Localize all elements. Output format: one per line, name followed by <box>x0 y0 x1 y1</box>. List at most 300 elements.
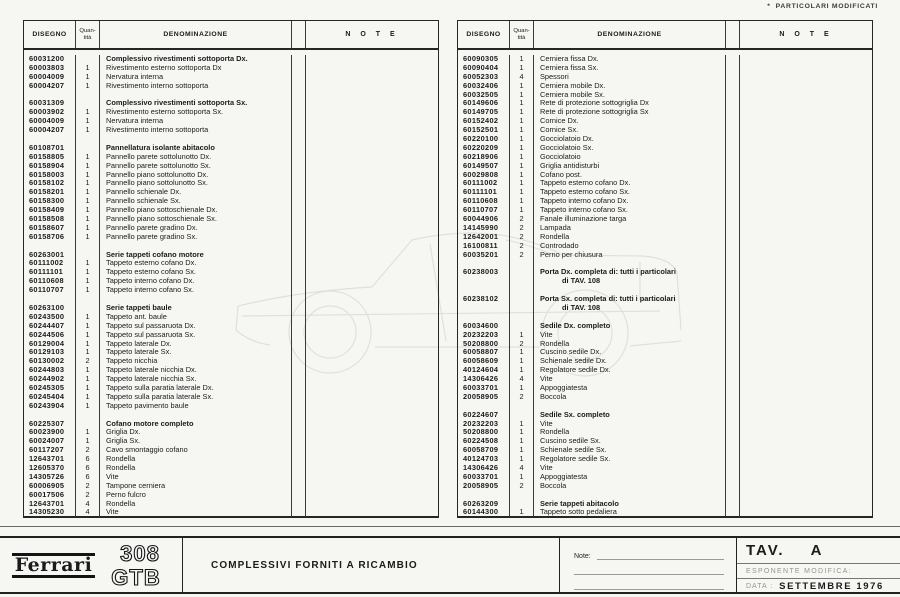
disegno-cell: 60023900 <box>24 428 76 437</box>
disegno-cell: 60158607 <box>24 224 76 233</box>
denominazione-cell: Tappeto laterale nicchia Dx. <box>100 366 292 375</box>
disegno-cell: 14305726 <box>24 473 76 482</box>
table-row <box>458 144 872 153</box>
spacer-cell <box>292 393 306 402</box>
disegno-cell: 60152402 <box>458 117 510 126</box>
table-row <box>24 224 438 233</box>
disegno-cell: 60149507 <box>458 162 510 171</box>
table-row <box>24 233 438 242</box>
disegno-cell: 60111101 <box>458 188 510 197</box>
note-line <box>574 575 724 590</box>
note-cell <box>740 304 872 313</box>
table-row <box>24 482 438 491</box>
spacer-cell <box>726 331 740 340</box>
table-row <box>24 304 438 313</box>
spacer-cell <box>292 108 306 117</box>
denominazione-cell: Cornice Sx. <box>534 126 726 135</box>
note-cell <box>306 259 438 268</box>
disegno-cell: 60052303 <box>458 73 510 82</box>
note-cell <box>306 215 438 224</box>
note-line <box>574 560 724 575</box>
note-cell <box>306 508 438 517</box>
spacer-cell <box>726 82 740 91</box>
model-308-gtb-outline-text <box>102 542 170 589</box>
quantity-cell <box>76 91 100 100</box>
ferrari-wordmark: Ferrari <box>12 553 96 579</box>
table-spacer-row <box>458 491 872 500</box>
table-row <box>24 420 438 429</box>
column-header-note: N O T E <box>345 31 399 38</box>
table-row <box>458 126 872 135</box>
note-cell <box>740 126 872 135</box>
spacer-cell <box>726 162 740 171</box>
disegno-cell: 60218906 <box>458 153 510 162</box>
denominazione-cell <box>534 313 726 322</box>
disegno-cell: 60029808 <box>458 171 510 180</box>
denominazione-cell: Fanale illuminazione targa <box>534 215 726 224</box>
denominazione-cell <box>100 135 292 144</box>
quantity-cell: 2 <box>510 224 534 233</box>
disegno-cell: 16100811 <box>458 242 510 251</box>
denominazione-cell: Vite <box>534 420 726 429</box>
svg-text:308: 308 <box>120 542 161 566</box>
denominazione-cell: Pannello parete gradino Sx. <box>100 233 292 242</box>
quantity-cell: 1 <box>76 375 100 384</box>
table-row <box>458 500 872 509</box>
note-cell <box>740 171 872 180</box>
disegno-cell: 60111002 <box>458 179 510 188</box>
table-row <box>24 55 438 64</box>
denominazione-cell: Tappeto interno cofano Sx. <box>100 286 292 295</box>
spacer-cell <box>726 357 740 366</box>
quantity-cell: 1 <box>510 197 534 206</box>
table-row <box>458 99 872 108</box>
disegno-cell: 60058807 <box>458 348 510 357</box>
note-cell <box>306 411 438 420</box>
ferrari-308-gtb-logo <box>0 538 183 593</box>
quantity-cell: 2 <box>76 482 100 491</box>
disegno-cell: 60032406 <box>458 82 510 91</box>
spacer-cell <box>726 224 740 233</box>
table-row <box>458 437 872 446</box>
denominazione-cell: Pannello schienale Dx. <box>100 188 292 197</box>
quantity-cell: 1 <box>510 446 534 455</box>
note-cell <box>740 322 872 331</box>
denominazione-cell: Rivestimento esterno sottoporta Sx. <box>100 108 292 117</box>
denominazione-cell <box>100 295 292 304</box>
table-row <box>24 144 438 153</box>
table-row <box>458 411 872 420</box>
disegno-cell: 60024007 <box>24 437 76 446</box>
disegno-cell: 60031309 <box>24 99 76 108</box>
disegno-cell: 60033701 <box>458 384 510 393</box>
spacer-cell <box>292 99 306 108</box>
note-cell <box>740 197 872 206</box>
disegno-cell <box>24 411 76 420</box>
quantity-cell <box>76 304 100 313</box>
denominazione-cell: Vite <box>534 375 726 384</box>
disegno-cell: 60004009 <box>24 73 76 82</box>
disegno-cell: 60220100 <box>458 135 510 144</box>
note-cell <box>306 153 438 162</box>
note-cell <box>306 197 438 206</box>
note-cell <box>306 179 438 188</box>
table-row <box>458 206 872 215</box>
note-cell <box>306 135 438 144</box>
quantity-cell: 2 <box>76 357 100 366</box>
quantity-cell: 1 <box>510 82 534 91</box>
table-row <box>458 64 872 73</box>
table-row <box>458 428 872 437</box>
spacer-cell <box>292 126 306 135</box>
spacer-cell <box>726 384 740 393</box>
quantity-cell: 1 <box>510 384 534 393</box>
denominazione-cell: Pannello piano sottolunotto Dx. <box>100 171 292 180</box>
table-row <box>24 251 438 260</box>
denominazione-cell: Rondella <box>534 233 726 242</box>
note-cell <box>306 64 438 73</box>
quantity-cell: 1 <box>76 322 100 331</box>
denominazione-cell: Sedile Sx. completo <box>534 411 726 420</box>
quantity-cell <box>76 295 100 304</box>
quantity-cell: 1 <box>76 82 100 91</box>
table-row <box>24 491 438 500</box>
esponente-modifica-row: ESPONENTE MODIFICA: <box>737 564 900 579</box>
spacer-cell <box>726 286 740 295</box>
denominazione-cell: Complessivo rivestimenti sottoporta Dx. <box>100 55 292 64</box>
note-underline <box>597 544 724 560</box>
note-cell <box>740 144 872 153</box>
table-row <box>458 55 872 64</box>
table-spacer-row <box>458 259 872 268</box>
quantity-cell: 1 <box>510 188 534 197</box>
note-cell <box>306 500 438 509</box>
spacer-cell <box>292 179 306 188</box>
denominazione-cell <box>534 259 726 268</box>
quantity-cell <box>76 144 100 153</box>
parts-table-right <box>457 20 873 518</box>
disegno-cell: 60129103 <box>24 348 76 357</box>
spacer-cell <box>726 473 740 482</box>
denominazione-cell: Complessivo rivestimenti sottoporta Sx. <box>100 99 292 108</box>
quantity-cell <box>510 295 534 304</box>
data-row <box>737 579 900 593</box>
quantity-cell: 1 <box>76 179 100 188</box>
spacer-cell <box>292 482 306 491</box>
denominazione-cell: Tappeto laterale Dx. <box>100 340 292 349</box>
note-cell <box>306 420 438 429</box>
disegno-cell: 14306426 <box>458 464 510 473</box>
denominazione-cell: Cofano motore completo <box>100 420 292 429</box>
disegno-cell: 60158300 <box>24 197 76 206</box>
disegno-cell: 60158508 <box>24 215 76 224</box>
denominazione-cell: Boccola <box>534 393 726 402</box>
quantity-cell: 1 <box>510 144 534 153</box>
spacer-cell <box>726 295 740 304</box>
quantity-cell <box>510 304 534 313</box>
quantity-cell: 1 <box>76 153 100 162</box>
table-row <box>458 348 872 357</box>
spacer-cell <box>292 455 306 464</box>
denominazione-cell: Appoggiatesta <box>534 473 726 482</box>
note-cell <box>306 473 438 482</box>
table-row <box>24 455 438 464</box>
quantity-cell: 1 <box>76 126 100 135</box>
table-body <box>24 50 438 517</box>
note-cell <box>306 206 438 215</box>
column-header-blank <box>292 21 306 48</box>
denominazione-cell: Pannello parete gradino Dx. <box>100 224 292 233</box>
spacer-cell <box>292 402 306 411</box>
column-header-disegno: DISEGNO <box>458 21 510 48</box>
quantity-cell <box>76 55 100 64</box>
column-header-denominazione: DENOMINAZIONE <box>100 21 292 48</box>
denominazione-cell: Rete di protezione sottogriglia Dx <box>534 99 726 108</box>
quantity-cell: 1 <box>510 162 534 171</box>
quantity-cell: 1 <box>510 108 534 117</box>
disegno-cell: 60035201 <box>458 251 510 260</box>
table-row <box>458 179 872 188</box>
denominazione-cell: Rete di protezione sottogriglia Sx <box>534 108 726 117</box>
note-cell <box>740 393 872 402</box>
note-cell <box>740 286 872 295</box>
quantity-cell: 1 <box>76 437 100 446</box>
quantity-cell: 6 <box>76 455 100 464</box>
denominazione-cell: Cofano post. <box>534 171 726 180</box>
denominazione-cell: Serie tappeti cofano motore <box>100 251 292 260</box>
table-header <box>24 21 438 50</box>
disegno-cell: 60244803 <box>24 366 76 375</box>
denominazione-cell: Porta Sx. completa di: tutti i particolari <box>534 295 726 304</box>
spacer-cell <box>726 268 740 277</box>
disegno-cell: 60224607 <box>458 411 510 420</box>
table-row <box>458 108 872 117</box>
quantity-cell: 6 <box>76 464 100 473</box>
spacer-cell <box>726 340 740 349</box>
denominazione-cell: Tappeto esterno cofano Dx. <box>534 179 726 188</box>
spacer-cell <box>292 233 306 242</box>
disegno-cell <box>458 491 510 500</box>
denominazione-cell <box>534 402 726 411</box>
quantity-cell: 4 <box>510 73 534 82</box>
denominazione-cell: Tappeto interno cofano Sx. <box>534 206 726 215</box>
disegno-cell: 50208800 <box>458 428 510 437</box>
disegno-cell: 60152501 <box>458 126 510 135</box>
note-cell <box>740 117 872 126</box>
spacer-cell <box>726 402 740 411</box>
note-cell <box>740 455 872 464</box>
disegno-cell: 12642001 <box>458 233 510 242</box>
quantity-cell: 1 <box>76 188 100 197</box>
note-cell <box>306 251 438 260</box>
spacer-cell <box>726 348 740 357</box>
note-cell <box>306 384 438 393</box>
denominazione-cell: Regolatore sedile Sx. <box>534 455 726 464</box>
spacer-cell <box>292 206 306 215</box>
spacer-cell <box>292 322 306 331</box>
disegno-cell: 60110608 <box>458 197 510 206</box>
note-cell <box>740 348 872 357</box>
disegno-cell: 60129004 <box>24 340 76 349</box>
note-cell <box>740 473 872 482</box>
disegno-cell: 14305230 <box>24 508 76 517</box>
disegno-cell: 60033701 <box>458 473 510 482</box>
note-cell <box>306 82 438 91</box>
table-row <box>458 446 872 455</box>
spacer-cell <box>292 295 306 304</box>
denominazione-cell: Pannello parete sottolunotto Dx. <box>100 153 292 162</box>
table-row <box>24 171 438 180</box>
denominazione-cell: Nervatura interna <box>100 73 292 82</box>
table-row <box>458 233 872 242</box>
note-cell <box>740 420 872 429</box>
column-header-quantita: Quan- tità <box>510 21 534 48</box>
disegno-cell: 60158003 <box>24 171 76 180</box>
spacer-cell <box>292 473 306 482</box>
denominazione-cell: Perno per chiusura <box>534 251 726 260</box>
note-cell <box>306 322 438 331</box>
note-cell <box>740 91 872 100</box>
disegno-cell: 60004207 <box>24 126 76 135</box>
table-row <box>458 464 872 473</box>
note-cell <box>306 233 438 242</box>
disegno-cell: 50208800 <box>458 340 510 349</box>
table-row <box>458 295 872 304</box>
note-cell <box>306 224 438 233</box>
spacer-cell <box>726 197 740 206</box>
disegno-cell: 60224508 <box>458 437 510 446</box>
column-header-blank <box>726 21 740 48</box>
note-cell <box>740 313 872 322</box>
disegno-cell: 14145990 <box>458 224 510 233</box>
quantity-cell: 1 <box>76 277 100 286</box>
note-cell <box>740 233 872 242</box>
spacer-cell <box>726 99 740 108</box>
disegno-cell: 60058609 <box>458 357 510 366</box>
note-cell <box>306 331 438 340</box>
disegno-cell: 60244902 <box>24 375 76 384</box>
spacer-cell <box>292 55 306 64</box>
quantity-cell: 4 <box>510 375 534 384</box>
quantity-cell: 1 <box>510 455 534 464</box>
note-cell <box>306 313 438 322</box>
quantity-cell: 1 <box>76 206 100 215</box>
spacer-cell <box>292 215 306 224</box>
parts-table-left <box>23 20 439 518</box>
disegno-cell: 60238003 <box>458 268 510 277</box>
quantity-cell: 1 <box>76 64 100 73</box>
note-cell <box>306 117 438 126</box>
table-row <box>24 179 438 188</box>
note-cell <box>740 242 872 251</box>
quantity-cell: 2 <box>510 242 534 251</box>
note-cell <box>306 366 438 375</box>
spacer-cell <box>292 375 306 384</box>
note-cell <box>306 144 438 153</box>
disegno-cell: 60058709 <box>458 446 510 455</box>
disegno-cell <box>458 313 510 322</box>
denominazione-cell: Controdado <box>534 242 726 251</box>
table-row <box>24 286 438 295</box>
quantity-cell: 1 <box>76 393 100 402</box>
note-cell <box>740 428 872 437</box>
quantity-cell: 1 <box>76 428 100 437</box>
table-row <box>458 197 872 206</box>
note-cell <box>740 82 872 91</box>
denominazione-cell: Tappeto ant. baule <box>100 313 292 322</box>
note-cell <box>740 224 872 233</box>
table-row <box>24 162 438 171</box>
quantity-cell: 1 <box>510 171 534 180</box>
quantity-cell: 1 <box>76 384 100 393</box>
spacer-cell <box>292 437 306 446</box>
disegno-cell: 60003902 <box>24 108 76 117</box>
spacer-cell <box>292 117 306 126</box>
note-cell <box>740 73 872 82</box>
table-row <box>458 171 872 180</box>
table-row <box>24 64 438 73</box>
quantity-cell: 1 <box>510 206 534 215</box>
quantity-cell <box>76 420 100 429</box>
quantity-cell: 1 <box>76 286 100 295</box>
note-cell <box>306 162 438 171</box>
table-row <box>24 82 438 91</box>
denominazione-cell <box>534 491 726 500</box>
spacer-cell <box>726 135 740 144</box>
table-row <box>458 357 872 366</box>
spacer-cell <box>726 304 740 313</box>
spacer-cell <box>292 348 306 357</box>
note-cell <box>740 384 872 393</box>
spacer-cell <box>726 482 740 491</box>
note-cell <box>306 188 438 197</box>
catalog-title: COMPLESSIVI FORNITI A RICAMBIO <box>211 560 418 571</box>
spacer-cell <box>726 259 740 268</box>
table-row <box>458 375 872 384</box>
spacer-cell <box>292 428 306 437</box>
table-row <box>24 357 438 366</box>
disegno-cell <box>458 286 510 295</box>
spacer-cell <box>292 286 306 295</box>
quantity-cell: 1 <box>510 357 534 366</box>
spacer-cell <box>292 366 306 375</box>
quantity-cell: 1 <box>76 331 100 340</box>
disegno-cell: 60117207 <box>24 446 76 455</box>
denominazione-cell: Cerniera fissa Sx. <box>534 64 726 73</box>
denominazione-cell <box>534 286 726 295</box>
table-row <box>24 384 438 393</box>
denominazione-cell: Rivestimento interno sottoporta <box>100 126 292 135</box>
denominazione-cell: Tappeto laterale Sx. <box>100 348 292 357</box>
spacer-cell <box>292 197 306 206</box>
table-row <box>24 464 438 473</box>
spacer-cell <box>726 455 740 464</box>
disegno-cell: 60006905 <box>24 482 76 491</box>
disegno-cell: 60158201 <box>24 188 76 197</box>
spacer-cell <box>726 117 740 126</box>
denominazione-cell: Cuscino sedile Sx. <box>534 437 726 446</box>
note-cell <box>306 304 438 313</box>
note-cell <box>740 331 872 340</box>
disegno-cell: 60003803 <box>24 64 76 73</box>
denominazione-cell: Griglia Sx. <box>100 437 292 446</box>
disegno-cell: 20058905 <box>458 482 510 491</box>
disegno-cell: 60158805 <box>24 153 76 162</box>
denominazione-cell: Vite <box>534 464 726 473</box>
spacer-cell <box>726 491 740 500</box>
disegno-cell: 20232203 <box>458 331 510 340</box>
spacer-cell <box>292 188 306 197</box>
